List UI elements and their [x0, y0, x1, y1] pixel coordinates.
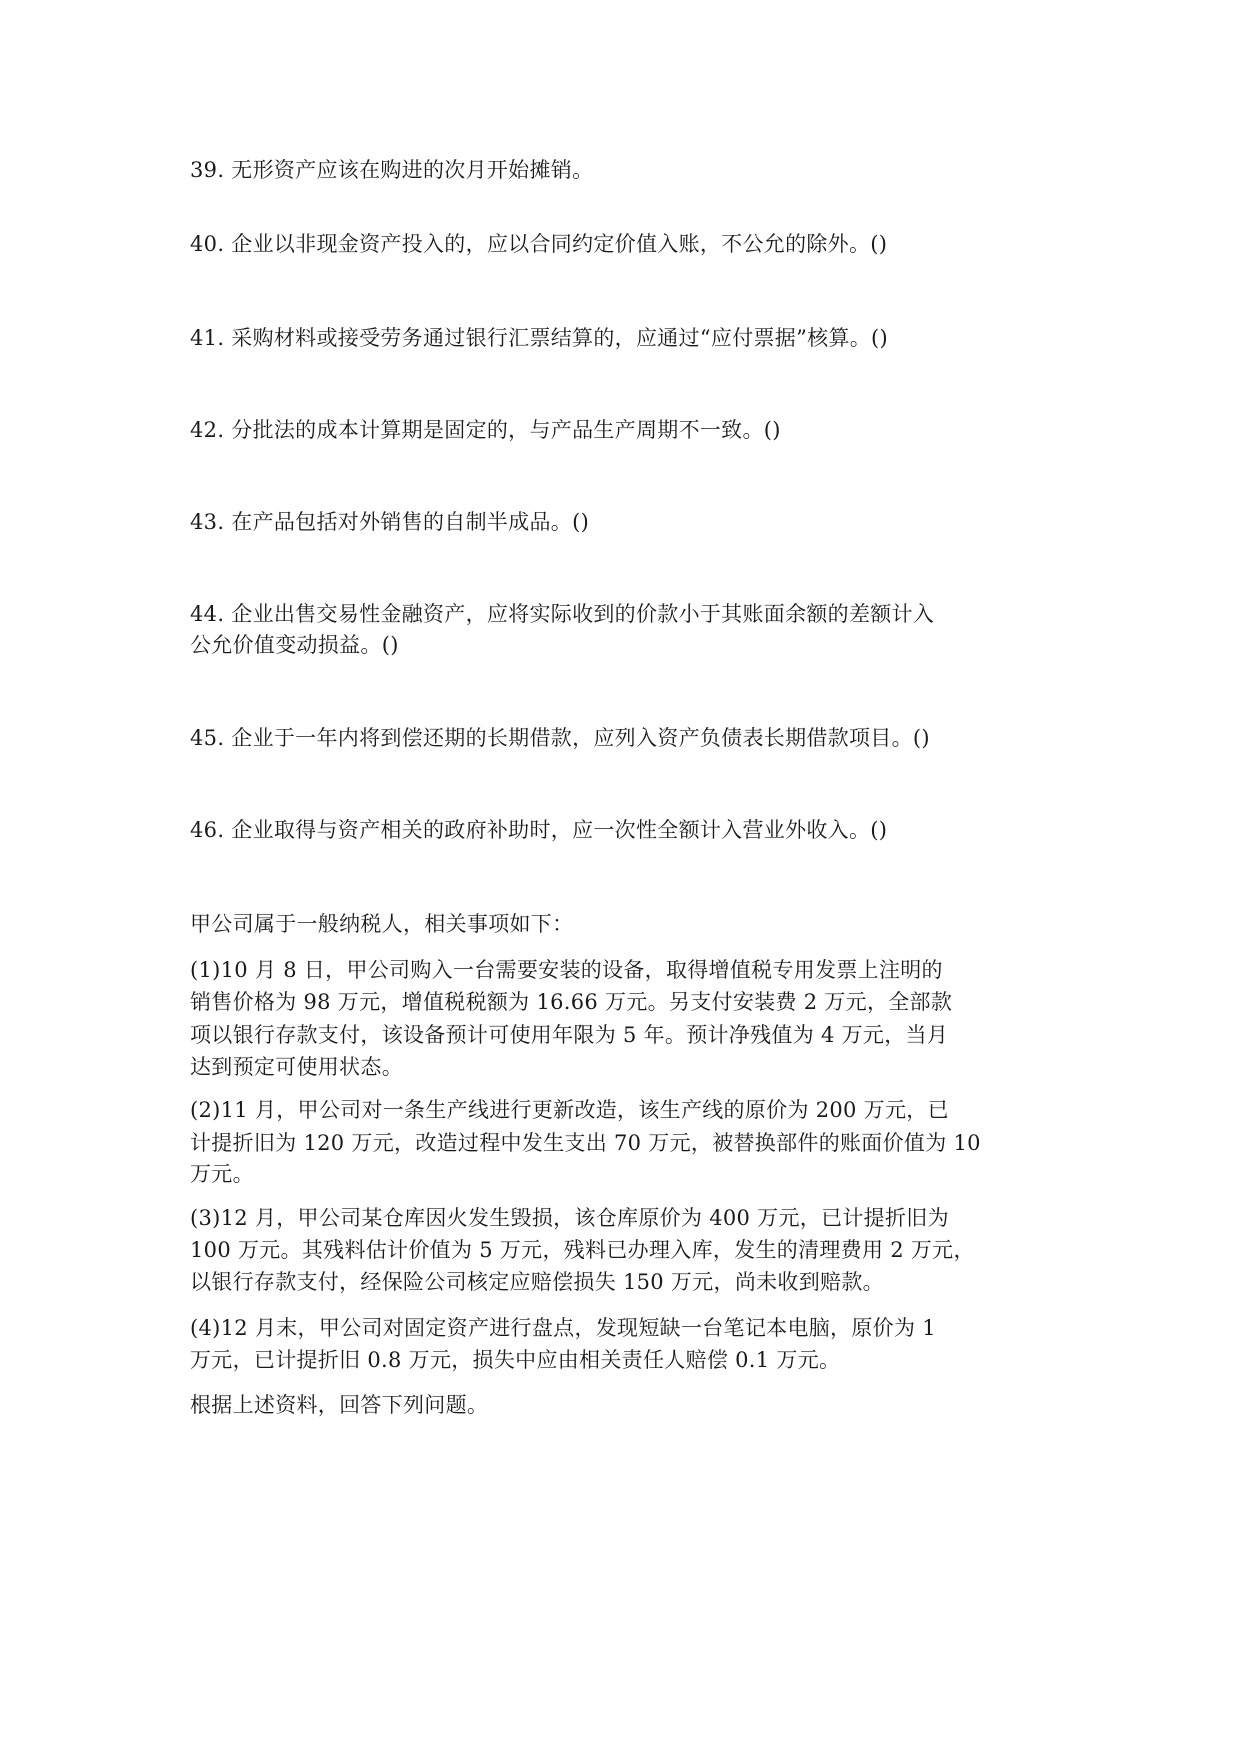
question-40: 40. 企业以非现金资产投入的，应以合同约定价值入账，不公允的除外。() [190, 232, 888, 256]
question-41: 41. 采购材料或接受劳务通过银行汇票结算的，应通过“应付票据”核算。() [190, 326, 889, 350]
case-item-4-line-1: (4)12 月末，甲公司对固定资产进行盘点，发现短缺一台笔记本电脑，原价为 1 [190, 1316, 936, 1340]
question-46: 46. 企业取得与资产相关的政府补助时，应一次性全额计入营业外收入。() [190, 818, 888, 842]
case-item-1-line-2: 销售价格为 98 万元，增值税税额为 16.66 万元。另支付安装费 2 万元，全部款 [190, 990, 953, 1014]
case-item-4-line-2: 万元，已计提折旧 0.8 万元，损失中应由相关责任人赔偿 0.1 万元。 [190, 1348, 841, 1372]
question-42: 42. 分批法的成本计算期是固定的，与产品生产周期不一致。() [190, 418, 781, 442]
case-item-3-line-1: (3)12 月，甲公司某仓库因火发生毁损，该仓库原价为 400 万元，已计提折旧为 [190, 1206, 949, 1230]
case-item-2-line-2: 计提折旧为 120 万元，改造过程中发生支出 70 万元，被替换部件的账面价值为 10 [190, 1131, 981, 1155]
question-44-line-1: 44. 企业出售交易性金融资产，应将实际收到的价款小于其账面余额的差额计入 [190, 602, 935, 626]
question-39: 39. 无形资产应该在购进的次月开始摊销。 [190, 158, 594, 182]
case-item-1-line-3: 项以银行存款支付，该设备预计可使用年限为 5 年。预计净残值为 4 万元，当月 [190, 1023, 949, 1047]
case-item-2-line-1: (2)11 月，甲公司对一条生产线进行更新改造，该生产线的原价为 200 万元，已 [190, 1098, 949, 1122]
case-item-3-line-2: 100 万元。其残料估计价值为 5 万元，残料已办理入库，发生的清理费用 2 万元， [190, 1238, 975, 1262]
case-intro: 甲公司属于一般纳税人，相关事项如下： [190, 912, 574, 936]
question-43: 43. 在产品包括对外销售的自制半成品。() [190, 510, 590, 534]
case-item-3-line-3: 以银行存款支付，经保险公司核定应赔偿损失 150 万元，尚未收到赔款。 [190, 1270, 884, 1294]
case-item-2-line-3: 万元。 [190, 1162, 254, 1186]
case-item-1-line-4: 达到预定可使用状态。 [190, 1055, 403, 1079]
case-item-1-line-1: (1)10 月 8 日，甲公司购入一台需要安装的设备，取得增值税专用发票上注明的 [190, 958, 943, 982]
case-closing: 根据上述资料，回答下列问题。 [190, 1393, 489, 1417]
question-44-line-2: 公允价值变动损益。() [190, 633, 399, 657]
question-45: 45. 企业于一年内将到偿还期的长期借款，应列入资产负债表长期借款项目。() [190, 726, 930, 750]
